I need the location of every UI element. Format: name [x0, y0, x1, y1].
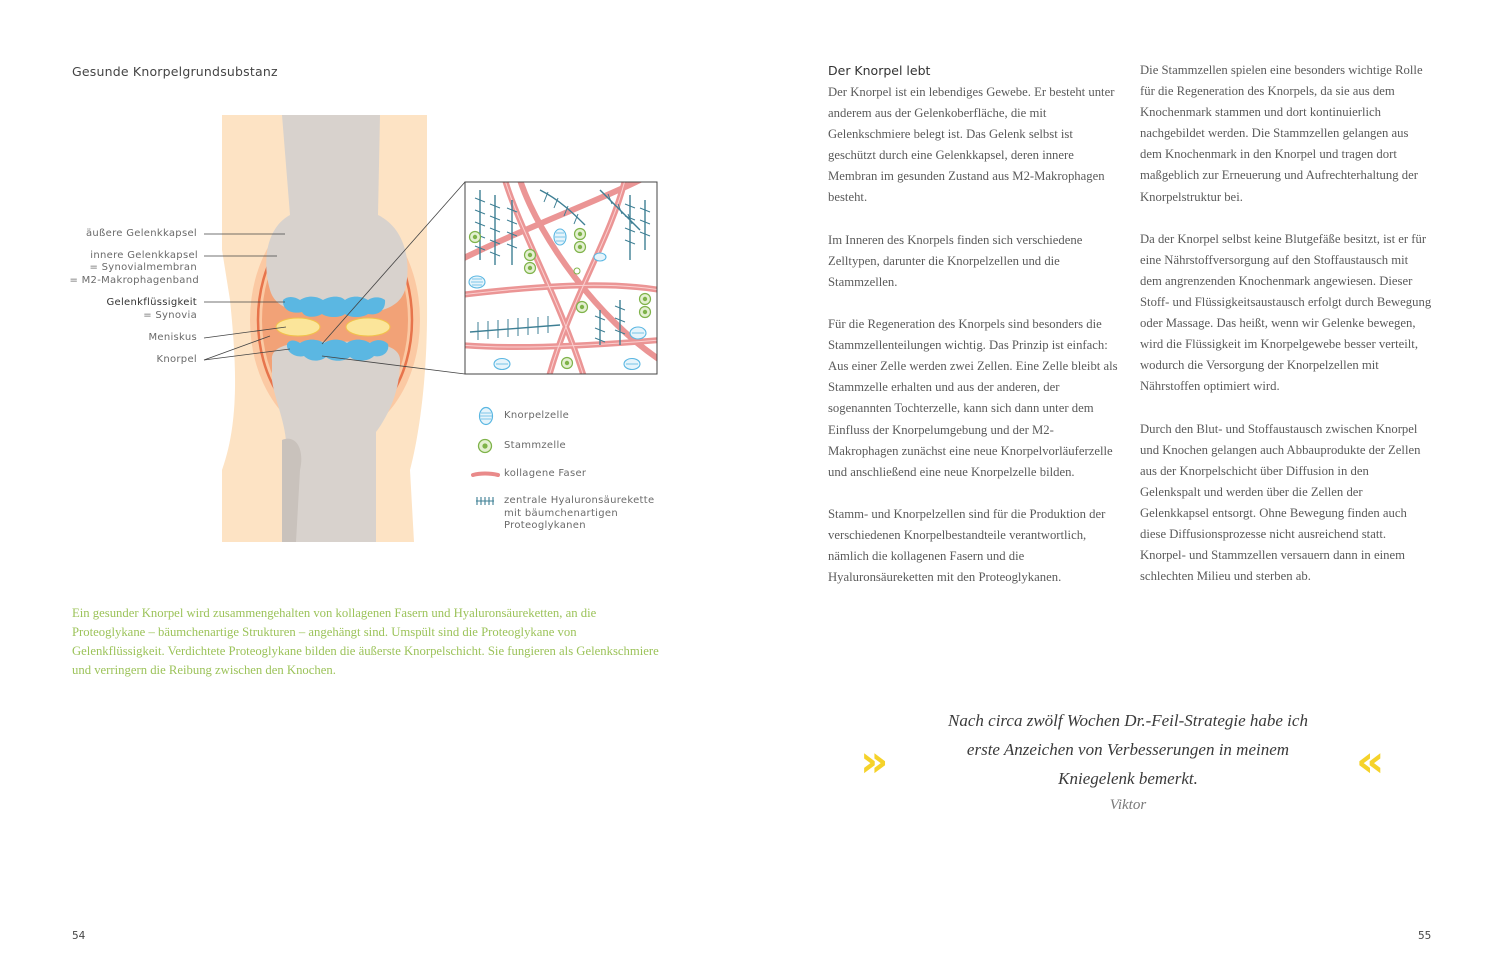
left-page [0, 0, 749, 980]
section-heading: Der Knorpel lebt [828, 63, 931, 78]
label-meniscus: Meniskus [148, 332, 197, 343]
paragraph: Durch den Blut- und Stoffaustausch zwischen Knorpel und Knochen gelangen auch Abbauprodukte der Zellen aus der Knorpelschicht über Diffusion in den Gelenkspalt und werden über die Zellen der Gelenkkapsel entsorgt. Ohne Bewegung finden auch diese Diffusionsprozesse nicht ausreichend statt. Knorpel- und Stammzellen versauern dann in einem schlechten Milieu und sterben ab. [1140, 421, 1421, 584]
text-column-1 [828, 60, 1118, 609]
paragraph: Da der Knorpel selbst keine Blutgefäße besitzt, ist er für eine Nährstoffversorgung auf den Stoffaustausch mit dem angrenzenden Knochenmark angewiesen. Dieser Stoff- und Flüssigkeitsaustausch erfolgt durch Bewegung oder Massage. Das heißt, wenn wir Gelenke bewegen, wird die Flüssigkeit im Knorpelgewebe besser verteilt, wodurch die Versorgung der Knorpelzellen mit Nährstoffen optimiert wird. [1140, 231, 1432, 394]
legend-icons [473, 408, 498, 506]
label-m2-band: = M2-Makrophagenband [69, 275, 199, 286]
text-column-2 [1140, 60, 1432, 608]
quote-open-mark: » [860, 736, 889, 787]
label-synovial-fluid: Gelenkflüssigkeit [106, 297, 197, 308]
cartilage-cell-icon [480, 408, 493, 425]
label-synovia: = Synovia [143, 310, 197, 321]
page-number-left: 54 [72, 930, 86, 942]
quote-author: Viktor [1109, 797, 1147, 813]
meniscus-left [276, 318, 320, 336]
paragraph: Für die Regeneration des Knorpels sind besonders die Stammzellenteilungen wichtig. Das Prinzip ist einfach: Aus einer Zelle werden zwei Zellen. Eine Zelle bleibt als Stammzelle erhalten und aus der anderen, der sogenannten Tochterzelle, kann sich dann unter dem Einfluss der Knorpelumgebung und der M2-Makrophagen zunächst eine neue Knorpelvorläuferzelle und anschließend eine neue Knorpelzelle bilden. [828, 317, 1118, 479]
cartilage-zoom-box [460, 180, 660, 380]
label-cartilage: Knorpel [156, 354, 197, 365]
quote-close-mark: « [1356, 736, 1385, 787]
legend-cartilage-cell: Knorpelzelle [504, 410, 570, 421]
meniscus-right [346, 318, 390, 336]
legend-collagen-fiber: kollagene Faser [504, 468, 587, 479]
stem-cell-icon [479, 440, 492, 453]
page-number-right: 55 [1418, 930, 1432, 942]
paragraph: Die Stammzellen spielen eine besonders wichtige Rolle für die Regeneration des Knorpels, da sie aus dem Knochenmark stammen und dort kontinuierlich nachgebildet werden. Die Stammzellen gelangen aus dem Knochenmark in den Knorpel und tragen dort maßgeblich zur Erneuerung und Aufrechterhaltung der Knorpelstruktur bei. [1140, 63, 1423, 204]
paragraph: Der Knorpel ist ein lebendiges Gewebe. Er besteht unter anderem aus der Gelenkoberfläche, die mit Gelenkschmiere belegt ist. Das Gelenk selbst ist geschützt durch eine Gelenkkapsel, deren innere Membran im gesunden Zustand aus M2-Makrophagen besteht. [828, 85, 1115, 205]
hyaluronic-chain-icon [476, 497, 494, 505]
paragraph: Im Inneren des Knorpels finden sich verschiedene Zelltypen, darunter die Knorpelzellen und die Stammzellen. [828, 232, 1083, 289]
figure-title: Gesunde Knorpelgrundsubstanz [72, 64, 278, 79]
collagen-fiber-icon [473, 474, 498, 476]
paragraph: Stamm- und Knorpelzellen sind für die Produktion der verschiedenen Knorpelbestandteile verantwortlich, nämlich die kollagenen Fasern und die Hyaluronsäureketten mit den Proteoglykanen. [828, 506, 1106, 585]
legend-hyaluronic-chain: zentrale Hyaluronsäurekette mit bäumchenartigen Proteoglykanen [504, 495, 655, 531]
figure-caption: Ein gesunder Knorpel wird zusammengehalten von kollagenen Fasern und Hyaluronsäureketten, an die Proteoglykane – bäumchenartige Strukturen – angehängt sind. Umspült sind die Proteoglykane von Gelenkflüssigkeit. Verdichtete Proteoglykane bilden die äußerste Knorpelschicht. Sie fungieren als Gelenkschmiere und verringern die Reibung zwischen den Knochen. [72, 606, 659, 677]
label-synovial-membrane: = Synovialmembran [89, 262, 197, 273]
label-outer-capsule: äußere Gelenkkapsel [85, 228, 197, 239]
legend-stem-cell: Stammzelle [504, 440, 566, 451]
label-inner-capsule: innere Gelenkkapsel [90, 250, 198, 261]
testimonial-quote: Nach circa zwölf Wochen Dr.-Feil-Strategie habe ich erste Anzeichen von Verbesserungen in meinem Kniegelenk bemerkt. [948, 711, 1308, 788]
